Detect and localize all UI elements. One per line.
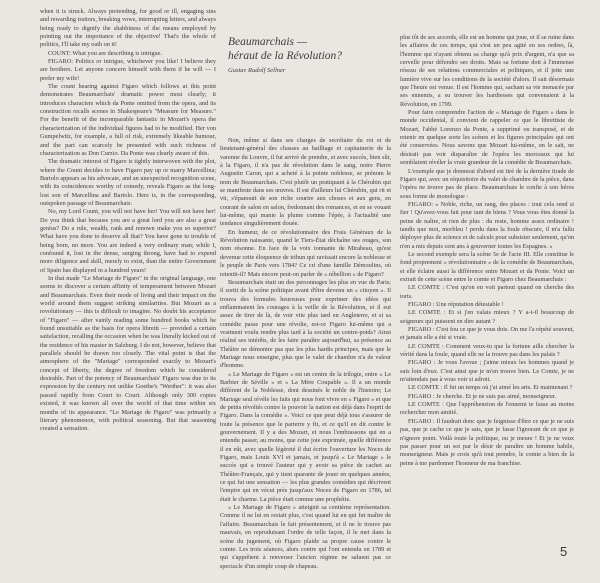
paragraph: The dramatic interest of Figaro is tightly interwoven with the plot, where the Count decides to have Figaro pay up or marry Marcellina; Bartolo appears as his advocate, and an unexpected recognition scene, with its coincidences worthy of comedy, reveals Figaro as the long-lost son of Marcellina and Bartolo. Here is, in the corresponding, outspoken passage of Beaumarchais: — [40, 158, 216, 207]
dialogue-line: FIGARO : Il faudrait donc que je feignisse d'être ce que je ne suis pas, que je cache ce que je sais, que je fasse l'ignorant de ce que je n'ignore point. Voilà toute la politique, ou je meure ! Et je ne veux pas passer pour un sot par le désir de paraître un homme habile, monseigneur. Mais je crois qu'à tout prendre, le comte a bien de la peine à me pardonner l'honneur de ma franchise. — [400, 417, 574, 467]
paragraph: No, my Lord Count, you will not have her! You will not have her! Do you think that because you are a great lord you are also a great genius? Do a rule, wealth, rank and renown make you so superior? What have you done to deserve all that? You have gone to trouble of being born, no more. You are indeed a very ordinary man; while I, confound it, lost in the dense, surging throng, have had to expend more diligence and skill, merely to exist, than the entire Government of Spain has displayed in a hundred years! — [40, 208, 216, 274]
left-column — [40, 8, 216, 434]
paragraph: when it is struck. Always pretending, for good or ill, engaging sins and rewarding traitors, breaking vows, interrupting letters, and always being ready to dignify the shabbiness of the means employed by pointing out the importance of the objective! That's the whole of politics, I'll take my oath on it! — [40, 8, 216, 49]
paragraph: Pour faire comprendre l'action de « Mariage de Figaro » dans le monde occidental, il convient de rappeler ce que le librettiste de Mozart, l'abbé Lorenzo da Ponte, a supprimé ou transposé, et de retenir en quelque sorte les scènes et les figures principales qui ont été conservées. Nous savons que Mozart lui-même, on le sait, ne désirait pas voir disparaître de l'opéra les morceaux qui lui semblaient révéler la vraie grandeur de la comédie de Beaumarchais. — [400, 109, 574, 167]
dialogue-line: FIGARO : C'est fou ce que je vous dois. On me l'a répété souvent, et jamais elle a été si vraie. — [400, 326, 574, 342]
dialogue-line: LE COMTE : Et si j'en valais mieux ? Y a-t-il beaucoup de seigneurs qui puissent en dire autant ? — [400, 309, 574, 325]
paragraph: Beaumarchais était un des personnages les plus en vue de Paris; il sortit de la scène politique avant d'être devenu un « citoyen ». Il trouva des formules heureuses pour exprimer des idées qui enflammaient les courages à la veille de la Révolution, et il eut assez de tirer de là, de voir vite plus tard en Angleterre, et si sa comédie passe pour une révolte, est-ce Figaro lui-même qui a vraiment voulu rendre plus tard à la société un contre-poids? Ainsi réalisé ses intérêts, de les faire paraître aujourd'hui, sa présence au Théâtre ne démontre pas que les plus hardis principes, mais que le Mariage nous enseigne, plus que le valet de chambre n'a de valeur d'homme. — [220, 278, 391, 370]
paragraph: COUNT: What you are describing is intrigue. — [48, 49, 162, 57]
paragraph: FIGARO: « Noble, riche, un rang, des places : tout cela rend si fier ! Qu'avez-vous fait pour tant de biens ? Vous vous êtes donné la peine de naître, et rien de plus : du reste, homme assez ordinaire ! tandis que moi, morbleu ! perdu dans la foule obscure, il m'a fallu déployer plus de science et de calculs pour subsister seulement, qu'on n'en a mis depuis cent ans à gouverner toutes les Espagnes. » — [400, 200, 574, 250]
dialogue-line: LE COMTE : Il fut un temps où j'ai aimé les arts. Et maintenant ? — [408, 384, 573, 392]
paragraph: The count hearing against Figaro which follows at this point demonstrates Beaumarchais' dramatic power most clearly; it introduces characters which da Ponte omitted from the opera, and its construction recalls scenes in Shakespeare's "Measure for Measure." For the benefit of the incomparable fantastic in Mozart's opera the characterization of the individual figures had to be modified. Her von Gumpelwitz, for example, a full of risk, extremely likeable humour, and the part can scarcely be presented with such richness of characterization as Don Curzio. Da Ponte was clearly aware of this. — [40, 83, 216, 157]
dialogue-line: LE COMTE : Comment veux-tu que la fortune aille chercher la vérité dans la foule, quand elle ne la trouve pas dans les palais ? — [400, 342, 574, 359]
paragraph: In that made "Le Mariage de Figaro" in the original language, one seems to discover a certain affinity of temperament between Mozart and Beaumarchais. Even their mode of living and their impact on the world around them suggest striking similarities. But Mozart as a revolutionary — this is difficult to imagine. No doubt his acceptance of "Figaro" — after vainly reading some hundred books which he found unsuitable as the basis for opera libretti — provided a certain satisfaction, recalling the occasion when he was literally kicked out of the residence of his master in Salzburg. I do not, however, believe that parallels should be drawn too closely. The vital point is that the atmosphere of the "Mariage" corresponded exactly to Mozart's concept of liberty, the degree of freedom which he considered desirable. Part of the potency of Beaumarchais' Figaro was due to its expression by the century not unlike Goethe's "Werther": it was also passed rapidly from Court to Court. Although only 300 copies existed, it was known all over the world of that time within six months of its appearance. "Le Mariage de Figaro" was primarily a literary phenomenon, with political seasoning. But that seasoning created a sensation. — [40, 275, 216, 433]
article-title — [228, 36, 393, 63]
article-header — [228, 36, 393, 74]
paragraph: Le second exemple sera la scène 5e de l'acte III. Elle constitue le fond proprement « révolutionnaire » de la comédie de Beaumarchais, et elle éclaire aussi la différence entre Mozart et da Ponte. Voici un extrait de cette scène entre le comte et Figaro chez Beaumarchais : — [400, 250, 574, 283]
paragraph: FIGARO: Politics or intrigue, whichever you like! I believe they are brothers. Let anyone concern himself with them if he will — I prefer my wife! — [40, 58, 216, 82]
article-author: Gustav Rudolf Sellner — [228, 67, 286, 74]
dialogue-line: FIGARO : Une réputation détestable ! — [408, 301, 504, 308]
right-column — [400, 34, 574, 468]
paragraph: Non, même si dans ses charges de secrétaire du roi et de lieutenant-général des chasses au bailliage et capitainerie de la varenne du Louvre, il fut arrivé de prendre, et avec succès, bien sûr, à la Figaro, il n'a pas de révolution dans le sang, notre Pierre Augustin Caron, qui a acheté à la pointe noblesse, se prénom le nom de Beaumarchais. C'est plutôt un pratiquant à la Chérubin qui se manifeste dans ses œuvres. Il est d'ailleurs lui Chérubin, qui rit et vit, s'épanouit de son riche sourire aux choses et aux gens, en courant de salon en salon, fredonnant des romances, et en se vouant lui-même, qui manie la plume comme l'épée, à l'actualité une tendance singulièrement douée. — [220, 137, 391, 228]
dialogue-line: FIGARO : Je vous l'avoue ; j'aime mieux les hommes quand je suis loin d'eux. C'est ainsi que je m'en trouve bien. Le Comte, je ne m'attendais pas à vous voir si adroit. — [400, 359, 574, 384]
middle-column — [220, 137, 391, 571]
paragraph: L'exemple que je donnerai d'abord est tiré de la dernière tirade de Figaro qui, avec un réquisitoire du valet de chambre de la pièce, dans l'opéra ne trouve pas de place. Beaumarchais le confie à son héros sous forme de monologue : — [400, 167, 574, 200]
title-line-2: héraut de la Révolution? — [228, 49, 343, 62]
paragraph: « Le Mariage de Figaro » atteignit sa centième représentation. Comme il ne lui en restait plus, c'est quand lui en qui fut maître de l'affaire. Beaumarchais le fait présentement, et il ne le trouve pas mauvais, en reproduisant l'ordre de telle façon, il le met dans la scène du jugement, où Figaro plaide sa propre cause contre le comte. Les trois séances, alors contre qui l'ont entendu en 1789 et qui s'apprêtent à renverser l'ancien régime ne saluent pas ce spectacle d'un simple coup de chapeau. — [220, 504, 391, 570]
dialogue-line: LE COMTE : Que l'appréhension de l'ennemi te fasse au moins rechercher mon amitié. — [400, 401, 574, 417]
paragraph: « Le Mariage de Figaro » est un centre de la trilogie, entre « Le Barbier de Séville » et « La Mère Coupable ». Il a un monde différent de la Noblesse, dont dessinés le noble de l'histoire; Le Mariage seul révèle les faits qui nous font vivre en « Figaro » et que de petits révoltés contre le pouvoir la nation est déjà dans l'esprit de Figaro. Dans la comédie ». Voici ce que peut déjà tous s'assurer de toute la présence que le parterre y fit, et ce qu'il en dit contre le gouvernement. Il y a des Mozart, et nous l'embrassons qui en a entendu passer, au moins, que cette joie exprimée, quelle différence il en eût, avec quelle légèreté il dut écrire l'ouverture les Noces de Figaro, mais Louis XVI et jamais, et jusqu'à « Le Mariage » le succès qui a trouvé l'auteur qui y avoir sa pièce de cachet au Théâtre-Français, qui y tient quarante de jouer en quelques années, ce qui fut une sensation — les plus grandes comédies qui décrivent l'empire qui en vécut près jusqu'aux Noces de Figaro en 1786, tel était le charme. La pièce était comme une prophétie. — [220, 370, 391, 503]
paragraph: En humeur, de ce révolutionnaire des Frais Généraux de la Révolution naissante, quand le Tiers-État déchaîne ses orages, son nom résonne. En face de la voix tonnante de Mirabeau, qu'est devenue cette éloquence de tribun qui ravissait encore la noblesse et le peuple de Paris vers 1784? Ce cri d'une famille Démoulins, où retentit-il? Mais encore peut-on parler de « rébellion » de Figaro? — [220, 228, 391, 278]
dialogue-line: FIGARO : Je cherche. Et je ne suis pas aimé, monseigneur. — [408, 392, 557, 400]
dialogue-line: LE COMTE : C'est qu'on en voit partout quand on cherche des torts. — [400, 284, 574, 300]
title-line-1: Beaumarchais — — [228, 36, 308, 48]
page-number: 5 — [560, 544, 568, 559]
paragraph: plus tôt de ses accords, elle est un homme qui joue, et il se ruine dans les affaires de ces temps, qui s'est un peu agité en ses ordres, là, l'homme qui n'ayant obtenu sa charge qu'à prix d'argent, n'a que sa cervelle pour défendre ses droits. Mais sa fortune doit à l'immense réseau de ses relations commerciales et politiques, et il jette une lumière vive sur les conditions de la société d'alors. Il sait désormais que l'heure est venue. Il est l'homme qui, sachant sa vie menacée par ses ennemis, a su trouver les hardiesses qui convenaient à la Révolution, en 1799. — [400, 34, 574, 108]
